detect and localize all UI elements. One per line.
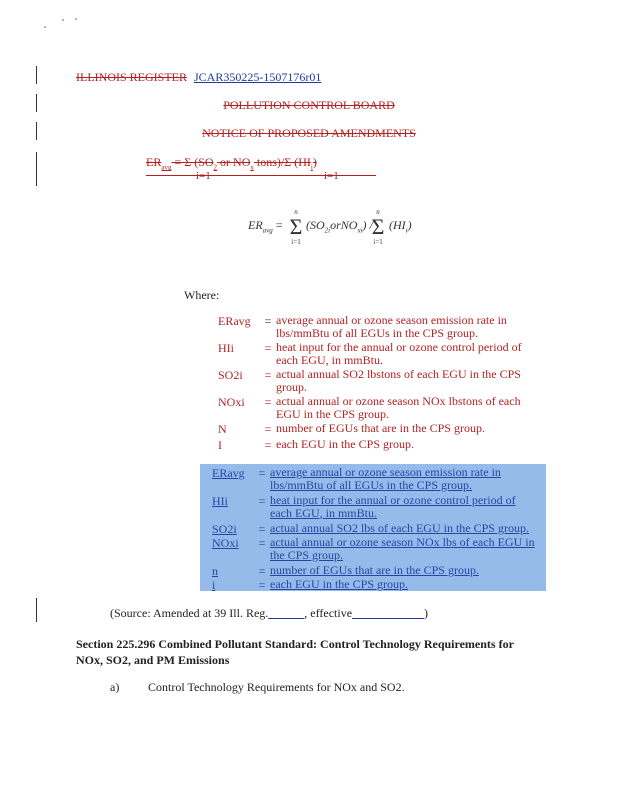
subsection-label: a) xyxy=(110,680,120,694)
source-note: (Source: Amended at 39 Ill. Reg.______, effective____________) xyxy=(110,606,429,620)
old-formula-rule xyxy=(146,175,376,176)
old-formula-index-left: i=1 xyxy=(196,170,211,182)
notice-title: NOTICE OF PROPOSED AMENDMENTS xyxy=(202,126,416,140)
register-header xyxy=(76,70,321,85)
new-formula-term1: $(SO_{2i}orNO_{xi})$ / xyxy=(306,218,373,235)
board-title: POLLUTION CONTROL BOARD xyxy=(223,98,395,112)
sigma-2: n Σ i=1 xyxy=(371,208,385,246)
scan-speck xyxy=(75,18,77,20)
subsection-text: Control Technology Requirements for NOx and SO2. xyxy=(148,680,405,694)
inserted-definitions: ERavg = average annual or ozone season emission rate in lbs/mmBtu of all EGUs in the CPS group. HIi = heat input for the annual or ozone control period of each EGU, in mmBtu. SO2i = actual annual SO2 lbs of each EGU in the CPS group. NOxi = actual annual or ozone season NOx lbs of each EGU in the CPS group. n = number of EGUs that are in the CPS group. i = each EGU in the CPS group. xyxy=(200,464,546,591)
where-label: Where: xyxy=(184,288,220,302)
notice-heading xyxy=(0,126,618,141)
section-title-line1: Section 225.296 Combined Pollutant Standard: Control Technology Requirements for xyxy=(76,637,514,651)
scan-speck xyxy=(44,26,46,28)
section-title-line2: NOx, SO2, and PM Emissions xyxy=(76,653,230,667)
change-bar xyxy=(36,66,37,84)
change-bar xyxy=(36,598,37,622)
sigma-1: n Σ i=1 xyxy=(289,208,303,246)
new-formula-term2: $(HI_i)$ xyxy=(389,218,412,235)
old-formula: $ER_{avg} = \Sigma$ ($SO_2$ or $NO_x$ tons)/Σ $(HI_i)$ xyxy=(146,155,317,172)
register-deleted: ILLINOIS REGISTER xyxy=(76,70,187,84)
change-bar xyxy=(36,152,37,186)
deleted-definitions: ERavg = average annual or ozone season emission rate in lbs/mmBtu of all EGUs in the CPS group. HIi = heat input for the annual or ozone control period of each EGU, in mmBtu. SO2i = actual annual SO2 lbstons of each EGU in the CPS group. NOxi = actual annual or ozone season NOx lbstons of each EGU in the CPS group. N = number of EGUs that are in the CPS group. I = each EGU in the CPS group. xyxy=(218,313,522,452)
scan-speck xyxy=(62,19,64,21)
section-heading xyxy=(76,636,556,668)
old-formula-index-right: i=1 xyxy=(324,170,339,182)
register-inserted: JCAR350225-1507176r01 xyxy=(194,70,322,84)
board-heading xyxy=(0,98,618,113)
new-formula: $ER_{avg}$ = xyxy=(248,218,283,235)
